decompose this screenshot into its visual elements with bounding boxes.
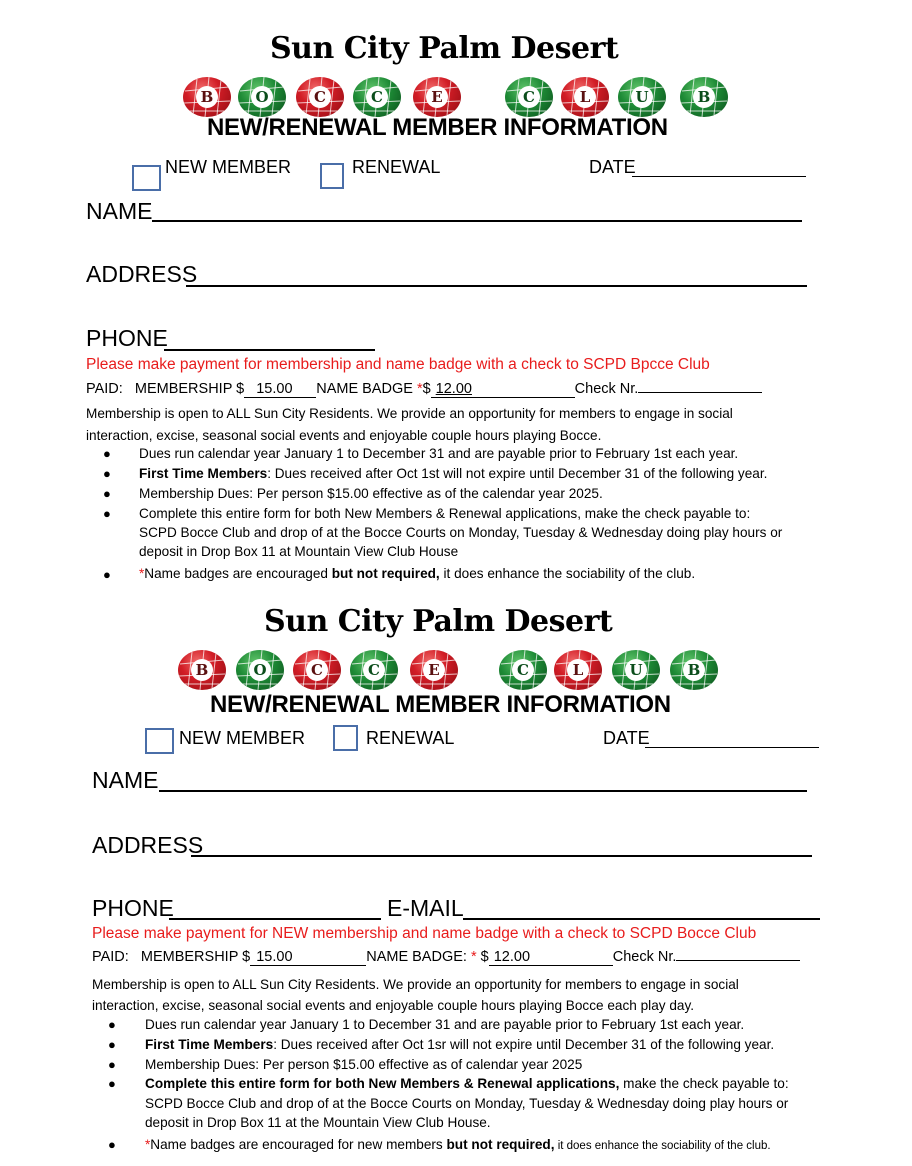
renewal-label: RENEWAL	[366, 728, 455, 748]
badge-note-text: Name badges are encouraged	[144, 566, 332, 581]
bullet-icon: ●	[103, 486, 111, 501]
bocce-ball-icon	[183, 77, 231, 117]
name-field[interactable]	[159, 790, 807, 792]
badge-amount[interactable]	[489, 949, 613, 966]
bullet-first-time	[145, 1037, 774, 1052]
new-member-label: NEW MEMBER	[165, 157, 291, 177]
badge-note-text: Name badges are encouraged for new members	[150, 1137, 447, 1152]
new-member-checkbox[interactable]	[132, 165, 161, 191]
ball-letter: U	[631, 86, 653, 108]
bullet-complete-line-3: deposit in Drop Box 11 at the Mountain View Club House.	[145, 1115, 491, 1130]
name-label: NAME	[92, 767, 159, 793]
bocce-ball-icon	[499, 650, 547, 690]
address-label: ADDRESS	[92, 832, 204, 858]
name-label: NAME	[86, 198, 153, 224]
ball-letter: C	[518, 86, 540, 108]
renewal-checkbox[interactable]	[320, 163, 344, 189]
bocce-ball-icon	[296, 77, 344, 117]
membership-label: MEMBERSHIP $	[140, 949, 251, 965]
check-field[interactable]	[676, 946, 800, 961]
intro-line-1: Membership is open to ALL Sun City Residents. We provide an opportunity for members to engage in social	[92, 977, 739, 992]
bullet-icon: ●	[103, 466, 111, 481]
ball-letter: C	[363, 659, 385, 681]
ball-letter: C	[309, 86, 331, 108]
email-label: E-MAIL	[387, 895, 464, 921]
new-member-checkbox[interactable]	[145, 728, 174, 754]
bullet-icon: ●	[103, 567, 111, 582]
new-member-label: NEW MEMBER	[179, 728, 305, 748]
ball-letter: B	[683, 659, 705, 681]
intro-line-2: interaction, excise, seasonal social events and enjoyable couple hours playing Bocce each play day.	[92, 998, 695, 1013]
renewal-label: RENEWAL	[352, 157, 441, 177]
address-field[interactable]	[191, 855, 812, 857]
bocce-ball-icon	[410, 650, 458, 690]
ball-letter: C	[512, 659, 534, 681]
club-title: Sun City Palm Desert	[264, 604, 613, 639]
membership-amount[interactable]: 15.00	[250, 949, 366, 966]
bullet-dues: Dues run calendar year January 1 to December 31 and are payable prior to February 1st each year.	[145, 1017, 745, 1032]
badge-note-bold: but not required,	[331, 566, 440, 581]
bocce-ball-icon	[612, 650, 660, 690]
complete-bold: Complete this entire form for both New Members & Renewal applications,	[145, 1076, 620, 1091]
bullet-name-badges	[145, 1137, 771, 1152]
first-time-bold: First Time Members	[145, 1037, 274, 1052]
bocce-ball-icon	[178, 650, 226, 690]
bocce-ball-icon	[561, 77, 609, 117]
badge-label: NAME BADGE	[316, 381, 417, 397]
paid-row	[92, 946, 800, 966]
date-label: DATE	[603, 728, 650, 748]
phone-label: PHONE	[92, 895, 174, 921]
bullet-icon: ●	[103, 506, 111, 521]
bullet-complete-line-1	[145, 1076, 789, 1091]
bullet-membership-dues: Membership Dues: Per person $15.00 effective as of the calendar year 2025.	[139, 486, 603, 501]
ball-letter: U	[625, 659, 647, 681]
bocce-ball-icon	[680, 77, 728, 117]
ball-letter: E	[423, 659, 445, 681]
bullet-dues: Dues run calendar year January 1 to December 31 and are payable prior to February 1st each year.	[139, 446, 739, 461]
date-field[interactable]	[632, 176, 806, 177]
ball-letter: O	[251, 86, 273, 108]
bullet-membership-dues: Membership Dues: Per person $15.00 effective as of calendar year 2025	[145, 1057, 583, 1072]
ball-letter: E	[426, 86, 448, 108]
bocce-ball-icon	[618, 77, 666, 117]
badge-note-rest: it does enhance the sociability of the club.	[554, 1140, 771, 1152]
first-time-text: : Dues received after Oct 1sr will not expire until December 31 of the following year.	[273, 1037, 775, 1052]
bullet-icon: ●	[108, 1076, 116, 1091]
badge-dollar: $	[476, 949, 489, 965]
bocce-ball-icon	[505, 77, 553, 117]
payment-notice: Please make payment for membership and name badge with a check to SCPD Bpcce Club	[86, 356, 710, 373]
payment-notice: Please make payment for NEW membership and name badge with a check to SCPD Bocce Club	[92, 925, 757, 942]
date-label: DATE	[589, 157, 636, 177]
badge-note-rest: it does enhance the sociability of the club.	[439, 566, 696, 581]
bullet-complete-line-2: SCPD Bocce Club and drop of at the Bocce Courts on Monday, Tuesday & Wednesday doing play hours or	[145, 1096, 789, 1111]
bullet-complete-line-2: SCPD Bocce Club and drop of at the Bocce Courts on Monday, Tuesday & Wednesday doing play hours or	[139, 525, 783, 540]
bullet-icon: ●	[108, 1137, 116, 1152]
badge-dollar: $	[422, 381, 431, 397]
complete-text: make the check payable to:	[619, 1076, 789, 1091]
form-heading: NEW/RENEWAL MEMBER INFORMATION	[207, 114, 668, 141]
paid-row	[86, 378, 762, 398]
bullet-name-badges	[139, 566, 695, 581]
ball-letter: B	[196, 86, 218, 108]
phone-field[interactable]	[164, 349, 375, 351]
bullet-icon: ●	[103, 446, 111, 461]
ball-letter: C	[366, 86, 388, 108]
bullet-icon: ●	[108, 1037, 116, 1052]
bullet-complete-line-3: deposit in Drop Box 11 at Mountain View Club House	[139, 544, 459, 559]
bocce-ball-icon	[238, 77, 286, 117]
badge-note-asterisk: *	[139, 566, 145, 581]
renewal-checkbox[interactable]	[333, 725, 358, 751]
ball-letter: O	[249, 659, 271, 681]
intro-line-1: Membership is open to ALL Sun City Residents. We provide an opportunity for members to engage in social	[86, 406, 733, 421]
badge-asterisk: *	[416, 381, 423, 397]
address-field[interactable]	[186, 285, 807, 287]
ball-letter: B	[693, 86, 715, 108]
ball-letter: L	[567, 659, 589, 681]
ball-letter: C	[306, 659, 328, 681]
email-field[interactable]	[463, 918, 820, 920]
bullet-icon: ●	[108, 1017, 116, 1032]
check-label: Check Nr.	[612, 949, 677, 965]
bullet-icon: ●	[108, 1057, 116, 1072]
badge-amount-value: 12.00	[435, 381, 472, 397]
bocce-ball-icon	[236, 650, 284, 690]
address-label: ADDRESS	[86, 261, 198, 287]
badge-asterisk: *	[470, 949, 477, 965]
badge-amount-value: 12.00	[493, 949, 531, 965]
intro-line-2: interaction, excise, seasonal social events and enjoyable couple hours playing Bocce.	[86, 428, 602, 443]
date-field[interactable]	[645, 747, 819, 748]
phone-field[interactable]	[169, 918, 381, 920]
membership-amount[interactable]: 15.00	[244, 381, 316, 398]
bocce-ball-icon	[350, 650, 398, 690]
bocce-ball-icon	[353, 77, 401, 117]
membership-label: MEMBERSHIP $	[134, 381, 245, 397]
badge-amount[interactable]	[431, 381, 575, 398]
check-field[interactable]	[638, 378, 762, 393]
name-field[interactable]	[152, 220, 802, 222]
paid-label: PAID:	[86, 381, 123, 397]
bullet-first-time	[139, 466, 767, 481]
club-title: Sun City Palm Desert	[270, 31, 619, 66]
bocce-ball-icon	[554, 650, 602, 690]
badge-note-bold: but not required,	[446, 1137, 555, 1152]
bocce-ball-icon	[413, 77, 461, 117]
badge-note-asterisk: *	[145, 1137, 151, 1152]
paid-label: PAID:	[92, 949, 129, 965]
ball-letter: L	[574, 86, 596, 108]
badge-label: NAME BADGE:	[366, 949, 471, 965]
check-label: Check Nr.	[574, 381, 639, 397]
phone-label: PHONE	[86, 325, 168, 351]
form-heading: NEW/RENEWAL MEMBER INFORMATION	[210, 691, 671, 718]
ball-letter: B	[191, 659, 213, 681]
bocce-ball-icon	[293, 650, 341, 690]
bullet-complete-line-1: Complete this entire form for both New Members & Renewal applications, make the check payable to:	[139, 506, 751, 521]
first-time-bold: First Time Members	[139, 466, 268, 481]
bocce-ball-icon	[670, 650, 718, 690]
first-time-text: : Dues received after Oct 1st will not expire until December 31 of the following year.	[267, 466, 768, 481]
